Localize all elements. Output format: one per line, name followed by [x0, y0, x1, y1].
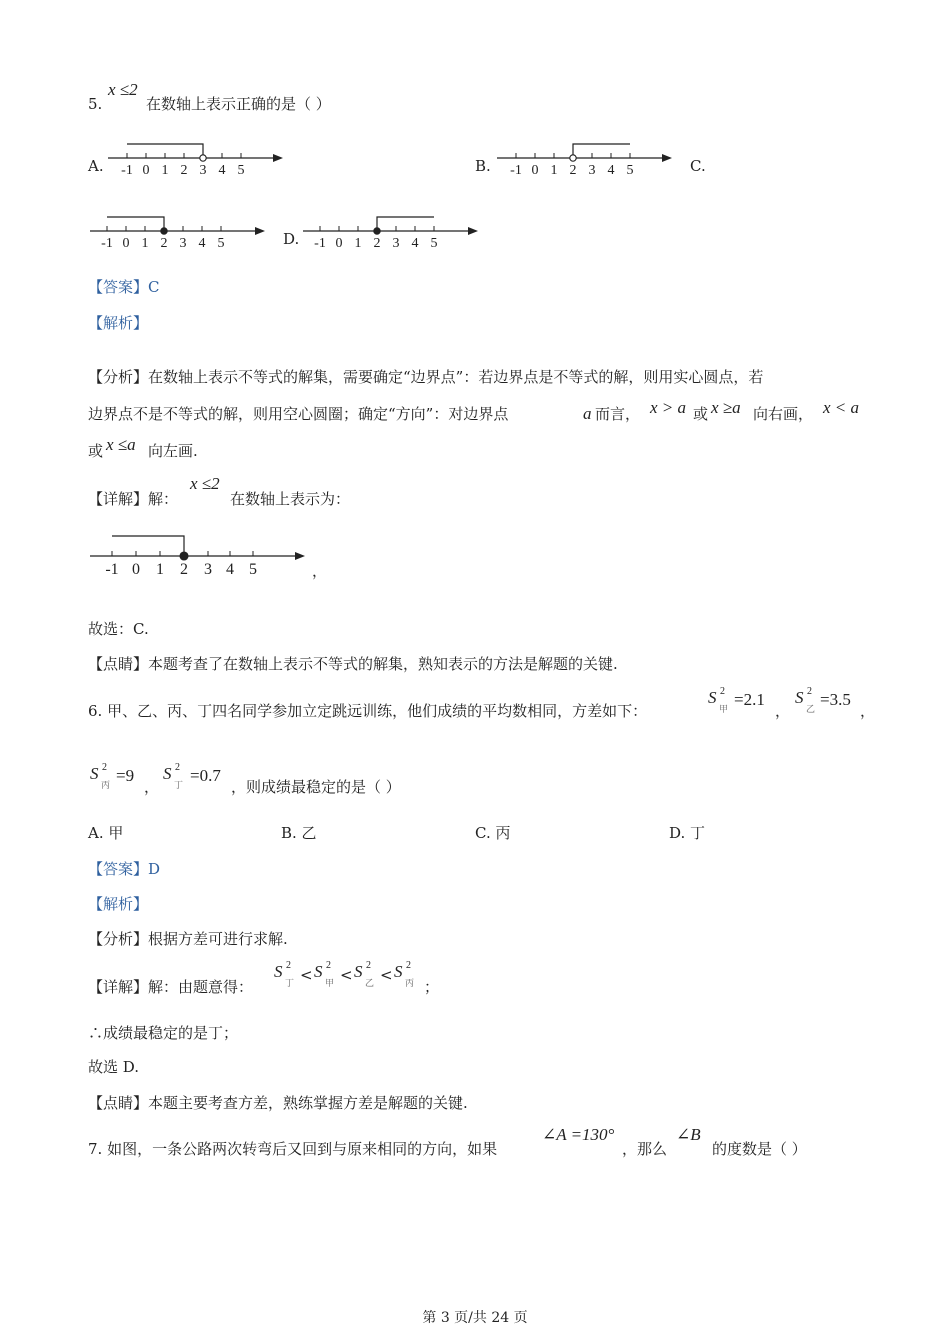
q5-or-1: 或 — [693, 405, 709, 423]
q6-ineq-lt-1: < — [300, 966, 313, 984]
solution-bracket — [377, 217, 434, 231]
tick-label: 3 — [392, 236, 400, 251]
q6-sub-bing: 丙 — [101, 781, 111, 791]
q5-analysis-line-3: 向左画. — [148, 442, 198, 460]
q6-sep-3: ， — [144, 778, 160, 796]
q6-sub-yi: 乙 — [806, 705, 816, 715]
q6-sup-ding: 2 — [175, 762, 180, 773]
tick-label: 0 — [335, 236, 343, 251]
q6-option-a: A. 甲 — [88, 824, 124, 842]
q6-analysis-heading: 【解析】 — [88, 895, 149, 913]
q6-var-s-bing: S — [90, 764, 99, 783]
q6-sep-1: ， — [775, 702, 791, 720]
q6-stem: 6. 甲、乙、丙、丁四名同学参加立定跳远训练，他们成绩的平均数相同，方差如下： — [88, 702, 648, 720]
tick-label: 1 — [156, 561, 164, 578]
q6-detail-semicolon: ； — [424, 978, 440, 996]
q5-ineq-le: x ≤a — [106, 435, 136, 454]
q7-stem-c: 的度数是（ ） — [712, 1140, 807, 1158]
q6-var-ding-value: =0.7 — [190, 766, 221, 785]
q6-ineq-s-yi: S — [354, 962, 363, 981]
tick-label: 4 — [226, 561, 234, 578]
q5-option-a-number-line — [108, 140, 283, 180]
q6-ineq-sup-1: 2 — [286, 960, 291, 971]
solution-bracket — [573, 144, 630, 158]
tick-label: 1 — [354, 236, 362, 251]
tick-label: 0 — [531, 163, 539, 178]
q6-analysis: 【分析】根据方差可进行求解. — [88, 930, 288, 948]
q5-detail-suffix: 在数轴上表示为： — [230, 490, 351, 508]
q5-analysis-line-1: 【分析】在数轴上表示不等式的解集，需要确定“边界点”：若边界点是不等式的解，则用实心圆点，若 — [88, 368, 764, 386]
q5-ineq-gt: x > a — [650, 398, 687, 417]
tick-label: 3 — [179, 236, 187, 251]
tick-label: 4 — [411, 236, 419, 251]
q6-sup-jia: 2 — [720, 686, 725, 697]
tick-label: 1 — [550, 163, 558, 178]
q5-analysis-line-2c: 向右画， — [753, 405, 814, 423]
q7-angle-b: ∠B — [676, 1125, 701, 1144]
q5-option-d-number-line — [303, 213, 478, 253]
page-footer: 第 3 页/共 24 页 — [422, 1310, 528, 1326]
q5-detail-prefix: 【详解】解： — [88, 490, 179, 508]
tick-label: 4 — [198, 236, 206, 251]
tick-label: 0 — [132, 561, 140, 578]
axis-arrow-icon — [468, 227, 478, 235]
q6-ineq-lt-3: < — [380, 966, 393, 984]
closed-endpoint — [161, 228, 167, 234]
tick-label: 5 — [237, 163, 245, 178]
q6-choose: 故选 D. — [88, 1058, 140, 1076]
q5-option-b-number-line — [497, 140, 672, 180]
q6-sup-bing: 2 — [102, 762, 107, 773]
axis-arrow-icon — [662, 154, 672, 162]
q5-dianjing: 【点睛】本题考查了在数轴上表示不等式的解集，熟知表示的方法是解题的关键. — [88, 655, 618, 673]
open-endpoint — [200, 155, 206, 161]
q6-option-c: C. 丙 — [475, 824, 511, 842]
q6-ineq-sub-jia: 甲 — [325, 979, 335, 989]
q6-var-s-yi: S — [795, 688, 804, 707]
q5-var-a: a — [583, 404, 592, 423]
q7-angle-a: ∠A =130° — [542, 1125, 615, 1144]
q5-condition: x ≤2 — [108, 80, 138, 99]
q6-sub-ding: 丁 — [174, 781, 184, 791]
tick-label: 5 — [217, 236, 225, 251]
q5-analysis-heading: 【解析】 — [88, 314, 149, 332]
tick-label: 3 — [588, 163, 596, 178]
q5-option-c-label: C. — [690, 157, 706, 175]
solution-bracket — [112, 536, 184, 556]
q6-option-d: D. 丁 — [669, 824, 706, 842]
q5-ineq-lt: x < a — [823, 398, 860, 417]
q6-sep-2: ， — [860, 702, 876, 720]
q5-or-2: 或 — [88, 442, 104, 460]
axis-arrow-icon — [255, 227, 265, 235]
q5-detail-comma: ， — [312, 562, 328, 580]
q6-ineq-sup-2: 2 — [326, 960, 331, 971]
tick-label: -1 — [101, 236, 113, 251]
tick-label: 2 — [180, 561, 188, 578]
q5-analysis-line-2b: 而言， — [595, 405, 641, 423]
q6-sup-yi: 2 — [807, 686, 812, 697]
q5-option-a-label: A. — [88, 157, 104, 175]
q6-stem-tail: ，则成绩最稳定的是（ ） — [231, 778, 401, 796]
tick-label: -1 — [121, 163, 133, 178]
q5-detail-number-line — [90, 534, 305, 580]
q5-analysis-line-2a: 边界点不是不等式的解，则用空心圆圈；确定“方向”：对边界点 — [88, 405, 509, 423]
q6-option-b: B. 乙 — [281, 824, 317, 842]
q6-variance-inequality — [272, 960, 432, 996]
q5-stem: 在数轴上表示正确的是（ ） — [146, 95, 331, 113]
q6-detail-prefix: 【详解】解：由题意得： — [88, 978, 254, 996]
tick-label: 3 — [204, 561, 212, 578]
tick-label: 3 — [199, 163, 207, 178]
tick-label: -1 — [510, 163, 522, 178]
q6-dianjing: 【点睛】本题主要考查方差，熟练掌握方差是解题的关键. — [88, 1094, 468, 1112]
tick-label: 2 — [180, 163, 188, 178]
q6-ineq-sup-4: 2 — [406, 960, 411, 971]
q6-sub-jia: 甲 — [719, 705, 729, 715]
q5-answer: 【答案】C — [88, 278, 160, 296]
q5-detail-condition: x ≤2 — [190, 474, 220, 493]
q6-ineq-sub-ding: 丁 — [285, 979, 295, 989]
tick-label: 5 — [626, 163, 634, 178]
tick-label: -1 — [105, 561, 119, 578]
tick-label: 4 — [218, 163, 226, 178]
q6-ineq-s-jia: S — [314, 962, 323, 981]
q5-ineq-ge: x ≥a — [711, 398, 741, 417]
q6-therefore: ∴成绩最稳定的是丁； — [88, 1024, 239, 1042]
closed-endpoint — [180, 552, 188, 560]
tick-label: 0 — [122, 236, 130, 251]
tick-label: 2 — [373, 236, 381, 251]
q5-option-d-label: D. — [283, 230, 300, 248]
q6-var-s-ding: S — [163, 764, 172, 783]
tick-label: 5 — [249, 561, 257, 578]
q6-answer: 【答案】D — [88, 860, 161, 878]
q6-ineq-s-ding: S — [274, 962, 283, 981]
open-endpoint — [570, 155, 576, 161]
axis-arrow-icon — [295, 552, 305, 560]
q6-ineq-sub-bing: 丙 — [405, 979, 415, 989]
tick-label: 4 — [607, 163, 615, 178]
tick-label: 2 — [569, 163, 577, 178]
q7-stem-a: 7. 如图，一条公路两次转弯后又回到与原来相同的方向，如果 — [88, 1140, 498, 1158]
tick-label: 5 — [430, 236, 438, 251]
q6-ineq-lt-2: < — [340, 966, 353, 984]
q6-var-jia-value: =2.1 — [734, 690, 765, 709]
q6-var-yi-value: =3.5 — [820, 690, 851, 709]
closed-endpoint — [374, 228, 380, 234]
tick-label: 1 — [161, 163, 169, 178]
q5-option-b-label: B. — [475, 157, 491, 175]
q5-option-c-number-line — [90, 213, 265, 253]
q6-var-bing-value: =9 — [116, 766, 135, 785]
q6-var-s-jia: S — [708, 688, 717, 707]
tick-label: 1 — [141, 236, 149, 251]
tick-label: 2 — [160, 236, 168, 251]
q5-number: 5. — [88, 95, 103, 113]
q7-stem-b: ，那么 — [622, 1140, 668, 1158]
q6-ineq-s-bing: S — [394, 962, 403, 981]
solution-bracket — [107, 217, 164, 231]
q6-ineq-sub-yi: 乙 — [365, 979, 375, 989]
tick-label: -1 — [314, 236, 326, 251]
q6-ineq-sup-3: 2 — [366, 960, 371, 971]
axis-arrow-icon — [273, 154, 283, 162]
q5-choose: 故选：C. — [88, 620, 149, 638]
tick-label: 0 — [142, 163, 150, 178]
